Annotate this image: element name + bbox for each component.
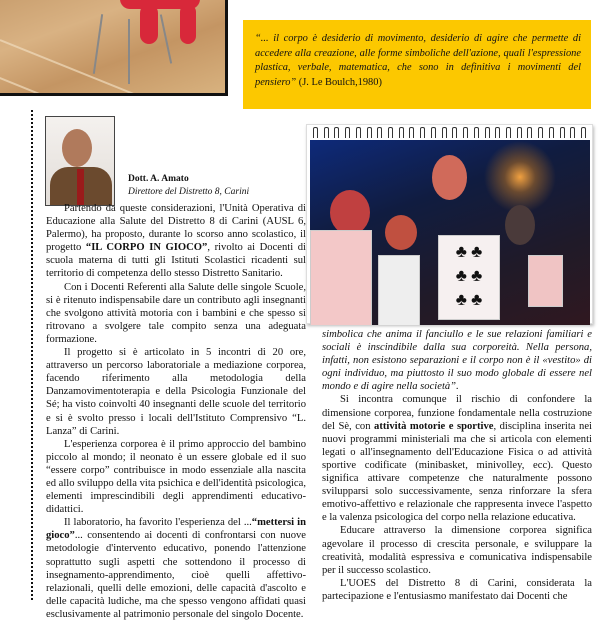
text: Si incontra comunque il rischio di confondere la dimensione corporea, funzione fondamentale nella costruzione del Sè, con [322, 394, 592, 432]
dotted-divider [31, 110, 33, 600]
right-column [322, 328, 592, 603]
author-role: Direttore del Distretto 8, Carini [128, 187, 250, 197]
paragraph: Educare attraverso la dimensione corporea significa agevolare il processo di crescita personale, e sviluppare la creatività, modalità espressiva e comunicativa indispensabile per il successo scolastico. [322, 525, 592, 576]
quote-text: “... il corpo è desiderio di movimento, desiderio di agire che permette di accedere alla creazione, alle forme simboliche dell'azione, quali l'espressione plastica, verbale, matematica, che sono in definitiva i movimenti del pensiero” [255, 33, 581, 88]
paragraph [46, 202, 306, 281]
text: , rivolto ai Docenti di scuola materna di tutti gli Istituti Scolastici ricadenti sul territorio di competenza dello stesso Distretto Sanitario. [46, 242, 306, 280]
left-column [46, 202, 306, 621]
paragraph [46, 516, 306, 621]
author-portrait [45, 116, 115, 206]
spiral-photo-frame [306, 124, 593, 324]
emphasis: “mettersi in gioco” [46, 517, 306, 542]
emphasis: attività motorie e sportive [374, 420, 494, 432]
paragraph: Con i Docenti Referenti alla Salute delle singole Scuole, si è ritenuto indispensabile dare un contributo agli insegnanti che svolgono attività motoria con i bambini e che spesso si ritrovano a svolgere tale compito senza una adeguata formazione. [46, 281, 306, 345]
six-of-clubs-card: ♣ ♣ ♣ ♣ ♣ ♣ [438, 235, 500, 320]
paragraph: simbolica che anima il fanciullo e le sue relazioni familiari e sociali è inscindibile dalla sua corporeità. Nella persona, infatti, non esistono separazioni e il corpo non è il «vestito» di ogni individuo, ma piuttosto il suo modo globale di essere nel mondo e di agire nella società”. [322, 329, 592, 393]
quote-source: (J. Le Boulch,1980) [298, 76, 382, 88]
project-title: “IL CORPO IN GIOCO” [85, 242, 208, 254]
author-name: Dott. A. Amato [128, 174, 189, 184]
text: , disciplina inserita nei nuovi programmi ministeriali ma che si articola con elementi legati o all'insegnamento dell'Educazione Fisica o ad attività sportive codificate (minibasket, minivolley, ecc). Questo significa attivare competenze che naturalmente possono svilupparsi solo successivamente, senza rinforzare la sfera emotivo-affettivo e relazionale che rappresenta invece l'aspetto e la valenza psicologica del corpo nella relazione educativa. [322, 420, 592, 524]
children-card-costume-photo [310, 140, 590, 325]
text: Partendo da queste considerazioni, l'Unità Operativa di Educazione alla Salute del Distretto 8 di Carini (AUSL 6, Palermo), ha proposto, durante lo scorso anno scolastico, il progetto [46, 203, 306, 254]
quote-box [243, 20, 591, 109]
paragraph: Il progetto si è articolato in 5 incontri di 20 ore, attraverso un percorso laboratoriale a mediazione corporea, facendo riferimento alla metodologia della Danzamovimentoterapia e della Psicologia Funzionale del Sé; ha visto coinvolti 40 insegnanti delle scuole del territorio e si è svolto presso i locali dell'Istituto Comprensivo “L. Lanza” di Carini. [46, 347, 306, 437]
spiral-binding [313, 127, 586, 139]
text: Il laboratorio, ha favorito l'esperienza del ... [64, 517, 252, 529]
paragraph: L'esperienza corporea è il primo approccio del bambino piccolo al mondo; il neonato è un essere globale ed il suo “essere corpo” contribuisce in modo essenziale alla nascita ed allo sviluppo della vita psichica e dell'identità psicologica, elementi imprescindibili degli apprendimenti educativo-didattici. [46, 438, 306, 516]
dancer-on-chair-photo [0, 0, 228, 96]
paragraph [322, 393, 592, 524]
text: ... consentendo ai docenti di confrontarsi con nuove metodologie d'intervento educativo, ponendo l'attenzione soprattutto sugli aspetti che sottendono il processo di insegnamento-apprendimento, cioè quelli affettivo-relazionali, quelli delle emozioni, delle capacità d'ascolto e delle capacità ludiche, ma che spesso vengono affidati quasi esclusivamente al patrimonio personale del singolo Docente. [46, 530, 306, 620]
paragraph: L'UOES del Distretto 8 di Carini, considerata la partecipazione e l'entusiasmo manifestato dai Docenti che [322, 577, 592, 602]
